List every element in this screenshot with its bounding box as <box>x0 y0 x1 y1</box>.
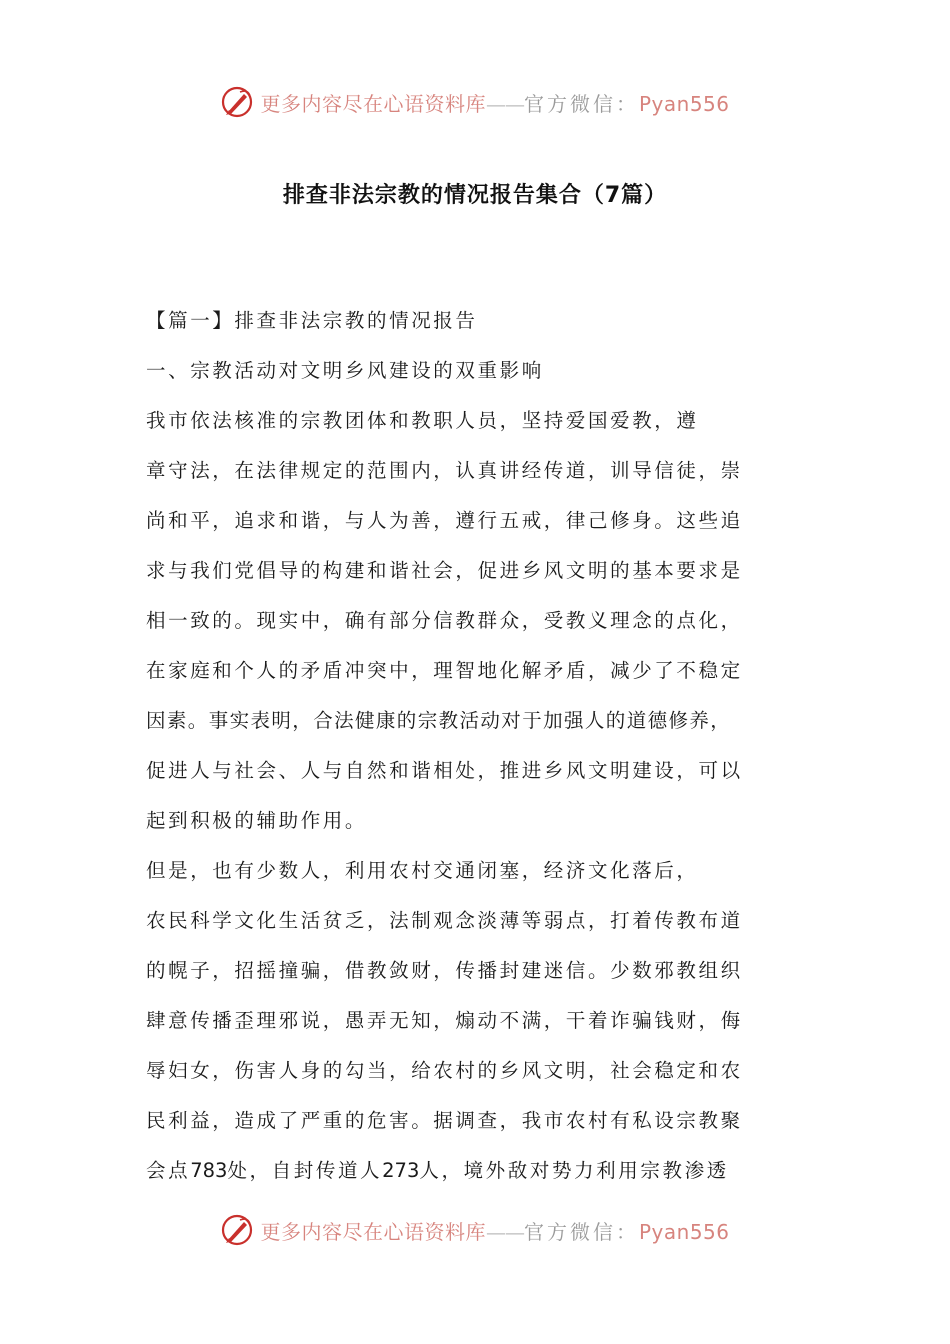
body-line: 求与我们党倡导的构建和谐社会，促进乡风文明的基本要求是 <box>146 559 743 582</box>
body-line: 我市依法核准的宗教团体和教职人员，坚持爱国爱教，遵 <box>146 409 699 432</box>
watermark-text <box>260 88 729 117</box>
watermark-site: 更多内容尽在心语资料库 <box>260 1219 486 1244</box>
last-line-part2: 处，自封传道人 <box>227 1159 383 1182</box>
body-line-last <box>146 1146 766 1196</box>
pen-logo-icon <box>220 85 254 119</box>
watermark-wechat-id: Pyan556 <box>638 91 730 116</box>
body-line: 起到积极的辅助作用。 <box>146 809 368 832</box>
body-line: 相一致的。现实中，确有部分信教群众，受教义理念的点化， <box>146 609 743 632</box>
body-line: 的幌子，招摇撞骗，借教敛财，传播封建迷信。少数邪教组织 <box>146 959 743 982</box>
body-line: 民利益，造成了严重的危害。据调查，我市农村有私设宗教聚 <box>146 1109 743 1132</box>
body-line: 尚和平，追求和谐，与人为善，遵行五戒，律己修身。这些追 <box>146 509 743 532</box>
meeting-point-count: 783 <box>190 1159 228 1182</box>
subsection-heading: 一、宗教活动对文明乡风建设的双重影响 <box>146 359 544 382</box>
body-line: 促进人与社会、人与自然和谐相处，推进乡风文明建设，可以 <box>146 759 743 782</box>
last-line-part3: 人，境外敌对势力利用宗教渗透 <box>419 1159 729 1182</box>
watermark-banner-top <box>0 82 950 122</box>
body-line: 但是，也有少数人，利用农村交通闭塞，经济文化落后， <box>146 859 699 882</box>
body-line: 农民科学文化生活贫乏，法制观念淡薄等弱点，打着传教布道 <box>146 909 743 932</box>
watermark-text <box>260 1216 729 1245</box>
last-line-part1: 会点 <box>146 1159 191 1182</box>
body-line: 章守法，在法律规定的范围内，认真讲经传道，训导信徒，崇 <box>146 459 743 482</box>
body-line: 在家庭和个人的矛盾冲突中，理智地化解矛盾，减少了不稳定 <box>146 659 743 682</box>
body-line: 辱妇女，伤害人身的勾当，给农村的乡风文明，社会稳定和农 <box>146 1059 743 1082</box>
watermark-wechat-label: 官方微信： <box>523 1219 639 1244</box>
section-heading: 【篇一】排查非法宗教的情况报告 <box>146 309 478 332</box>
watermark-wechat-label: 官方微信： <box>523 91 639 116</box>
watermark-separator: —— <box>485 91 524 116</box>
watermark-wechat-id: Pyan556 <box>638 1219 730 1244</box>
body-line: 肆意传播歪理邪说，愚弄无知，煽动不满，干着诈骗钱财，侮 <box>146 1009 743 1032</box>
document-body <box>146 296 766 1196</box>
watermark-site: 更多内容尽在心语资料库 <box>260 91 486 116</box>
document-title: 排查非法宗教的情况报告集合（7篇） <box>282 183 668 208</box>
body-line: 因素。事实表明，合法健康的宗教活动对于加强人的道德修养， <box>146 709 732 732</box>
pen-logo-icon <box>220 1213 254 1247</box>
watermark-separator: —— <box>485 1219 524 1244</box>
watermark-banner-bottom <box>0 1210 950 1250</box>
preacher-count: 273 <box>382 1159 420 1182</box>
